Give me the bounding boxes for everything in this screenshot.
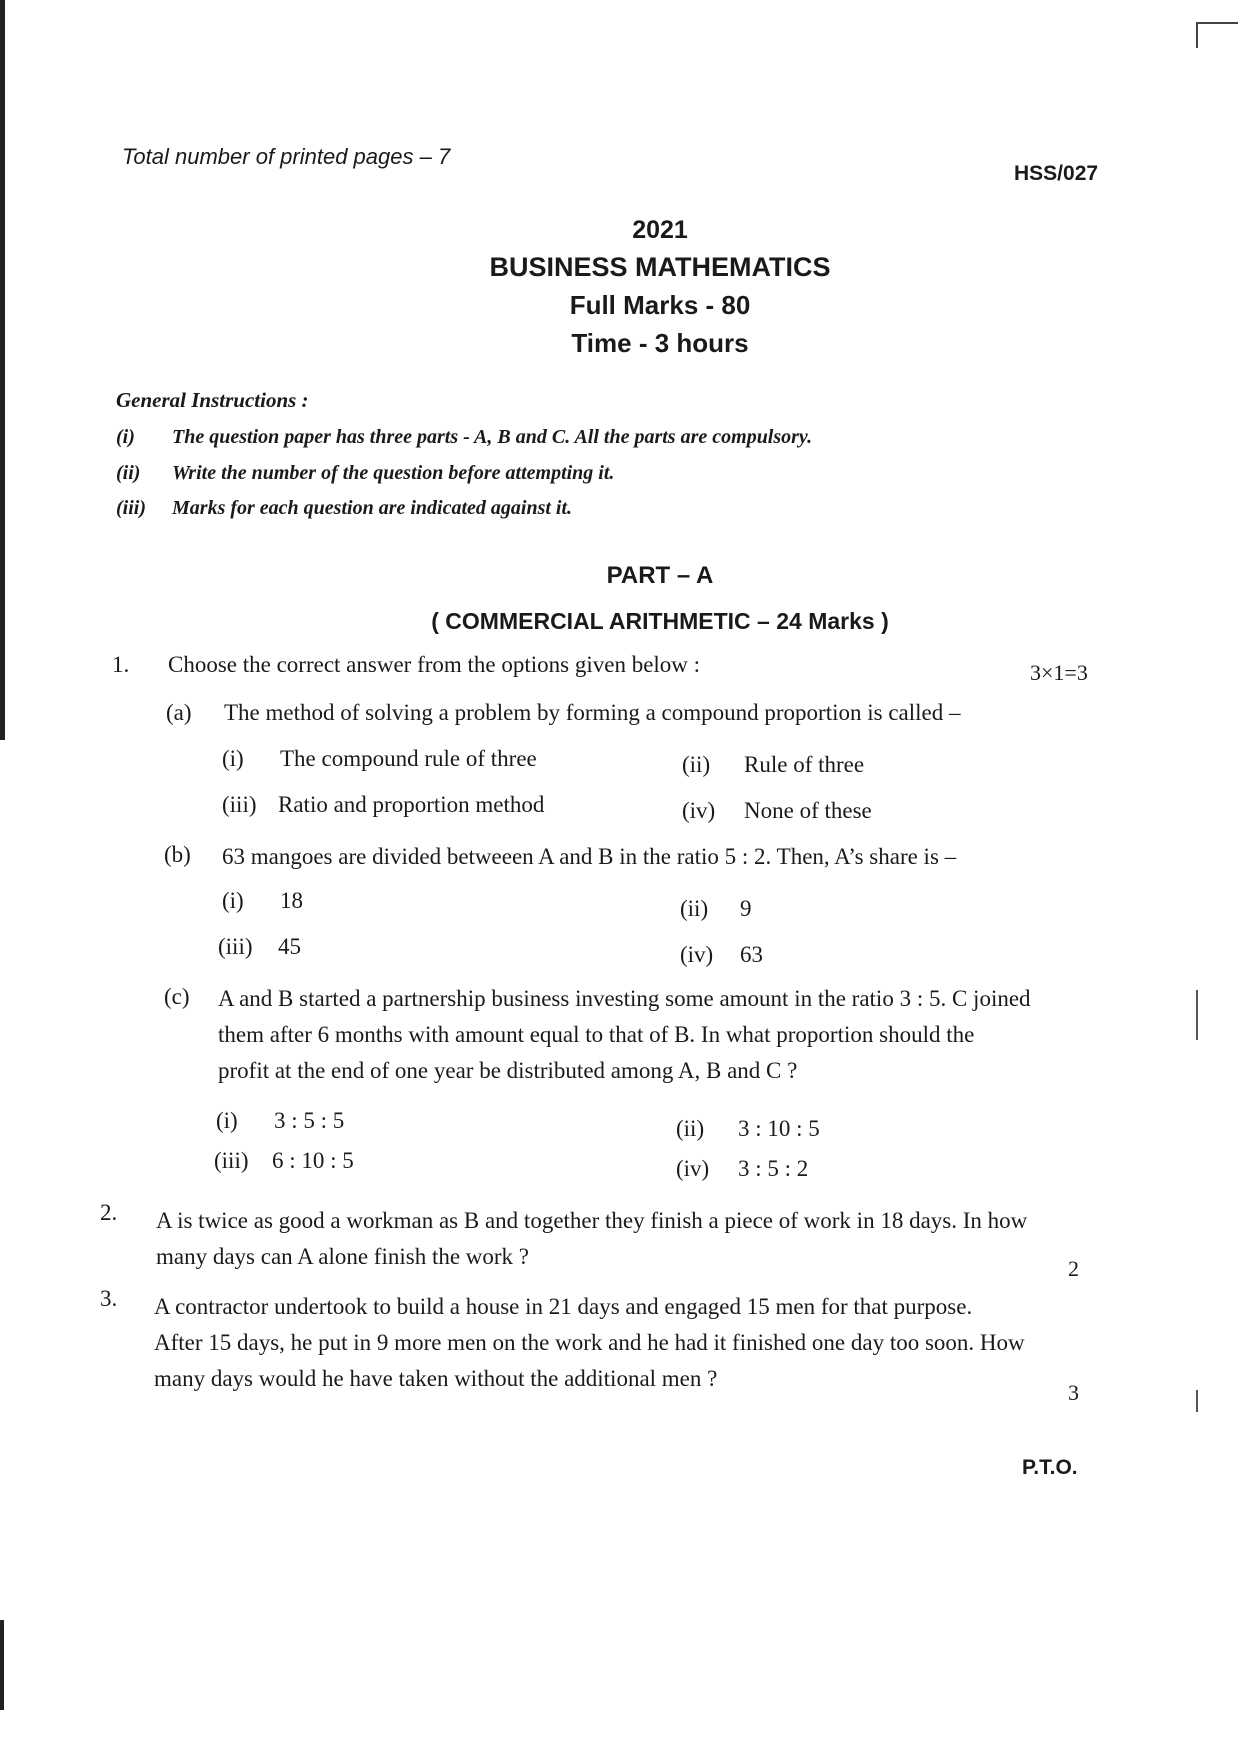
margin-mark <box>1196 1390 1198 1412</box>
question-text: Choose the correct answer from the options given below : <box>168 652 701 677</box>
instruction-number: (iii) <box>116 497 146 519</box>
option-number: (iii) <box>214 1148 249 1173</box>
instruction-number: (i) <box>116 426 135 448</box>
option-number: (ii) <box>682 752 711 777</box>
option-text: 3 : 5 : 5 <box>274 1108 345 1133</box>
scan-edge <box>0 1620 4 1710</box>
question-marks: 3 <box>1068 1380 1079 1405</box>
subquestion-label: (c) <box>164 984 190 1009</box>
instruction-text: Marks for each question are indicated against it. <box>172 497 573 519</box>
option-number: (iii) <box>222 792 257 817</box>
option-text: None of these <box>744 798 872 823</box>
exam-year: 2021 <box>632 216 688 244</box>
question-number: 2. <box>100 1200 118 1225</box>
subject-title: BUSINESS MATHEMATICS <box>489 252 831 282</box>
option-number: (iv) <box>676 1156 710 1181</box>
question-text: A is twice as good a workman as B and together they finish a piece of work in 18 days. In how <box>156 1208 1028 1233</box>
please-turn-over: P.T.O. <box>1022 1456 1078 1479</box>
subquestion-text: profit at the end of one year be distributed among A, B and C ? <box>218 1058 798 1083</box>
part-subtitle: ( COMMERCIAL ARITHMETIC – 24 Marks ) <box>431 608 889 634</box>
paper-code: HSS/027 <box>1014 162 1099 185</box>
option-number: (i) <box>216 1108 238 1133</box>
question-marks: 3×1=3 <box>1030 660 1088 685</box>
margin-mark <box>1196 990 1198 1040</box>
corner-crop-mark <box>1196 22 1238 48</box>
question-text: A contractor undertook to build a house in 21 days and engaged 15 men for that purpose. <box>154 1294 973 1319</box>
subquestion-text: them after 6 months with amount equal to that of B. In what proportion should the <box>218 1022 975 1047</box>
option-text: 3 : 10 : 5 <box>738 1116 820 1141</box>
option-text: 18 <box>280 888 303 913</box>
instruction-number: (ii) <box>116 462 141 484</box>
question-text: many days would he have taken without the additional men ? <box>154 1366 718 1391</box>
option-text: Ratio and proportion method <box>278 792 545 817</box>
instruction-text: The question paper has three parts - A, B and C. All the parts are compulsory. <box>172 426 813 448</box>
option-number: (ii) <box>680 896 709 921</box>
option-text: 3 : 5 : 2 <box>738 1156 809 1181</box>
part-title: PART – A <box>606 562 714 589</box>
option-text: Rule of three <box>744 752 865 777</box>
option-number: (iv) <box>682 798 716 823</box>
question-number: 3. <box>100 1286 118 1311</box>
subquestion-text: A and B started a partnership business investing some amount in the ratio 3 : 5. C joined <box>218 986 1031 1011</box>
subquestion-text: The method of solving a problem by forming a compound proportion is called – <box>224 700 961 725</box>
option-number: (i) <box>222 888 244 913</box>
question-number: 1. <box>112 652 130 677</box>
option-text: The compound rule of three <box>280 746 537 771</box>
option-text: 9 <box>740 896 752 921</box>
option-number: (ii) <box>676 1116 705 1141</box>
option-number: (iv) <box>680 942 714 967</box>
option-text: 6 : 10 : 5 <box>272 1148 354 1173</box>
full-marks: Full Marks - 80 <box>569 290 751 320</box>
instruction-text: Write the number of the question before attempting it. <box>172 462 615 484</box>
subquestion-text: 63 mangoes are divided betweeen A and B in the ratio 5 : 2. Then, A’s share is – <box>222 844 957 869</box>
option-text: 45 <box>278 934 301 959</box>
option-text: 63 <box>740 942 763 967</box>
question-marks: 2 <box>1068 1256 1079 1281</box>
subquestion-label: (b) <box>164 842 191 867</box>
question-text: After 15 days, he put in 9 more men on the work and he had it finished one day too soon. How <box>154 1330 1025 1355</box>
question-text: many days can A alone finish the work ? <box>156 1244 530 1269</box>
instructions-heading: General Instructions : <box>116 388 309 412</box>
subquestion-label: (a) <box>166 700 192 725</box>
option-number: (i) <box>222 746 244 771</box>
exam-time: Time - 3 hours <box>571 328 749 358</box>
option-number: (iii) <box>218 934 253 959</box>
printed-pages-note: Total number of printed pages – 7 <box>122 144 451 169</box>
